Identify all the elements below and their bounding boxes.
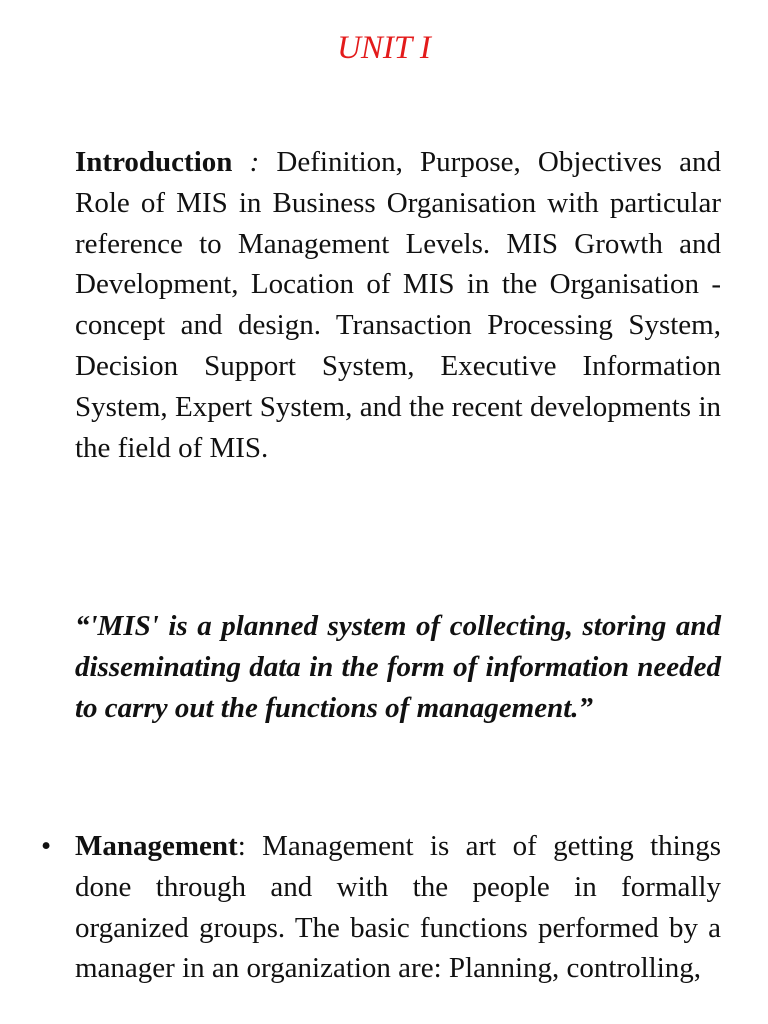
management-lead: Management (75, 830, 238, 862)
mis-definition-quote: “'MIS' is a planned system of collecting, storing and disseminating data in the form of information needed to carry out the functions of management.” (75, 610, 721, 724)
introduction-paragraph (75, 142, 721, 468)
introduction-body: Definition, Purpose, Objectives and Role of MIS in Business Organisation with particular reference to Management Levels. MIS Growth and Development, Location of MIS in the Organisation - concept and design. Transaction Processing System, Decision Support System, Executive Information System, Expert System, and the recent developments in the field of MIS. (75, 146, 721, 464)
management-body: Management is art of getting things done through and with the people in formally organized groups. The basic functions performed by a manager in an organization are: Planning, controlling, (75, 830, 721, 985)
unit-title: UNIT I (337, 30, 431, 66)
management-separator: : (237, 830, 263, 862)
bullet-icon: • (41, 830, 52, 862)
management-paragraph (75, 826, 721, 989)
introduction-lead: Introduction (75, 146, 233, 178)
introduction-separator: : (232, 146, 277, 178)
